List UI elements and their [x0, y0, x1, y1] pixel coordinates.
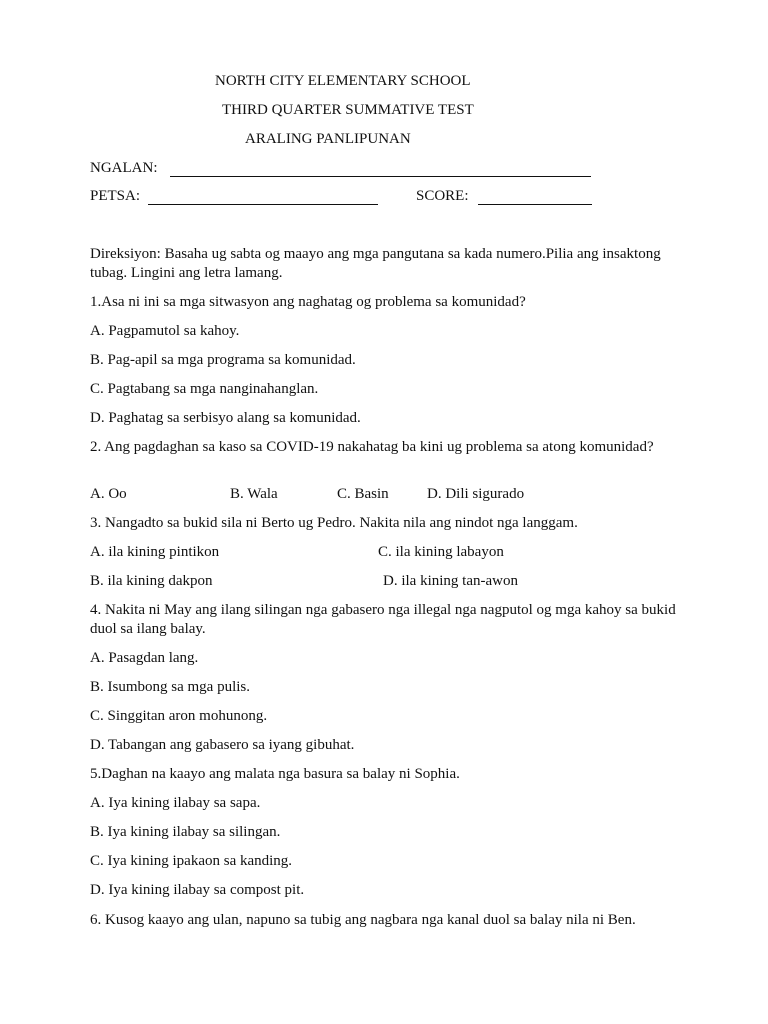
option-text: A. Pagpamutol sa kahoy. — [90, 323, 240, 339]
name-blank[interactable] — [170, 176, 591, 177]
score-label: SCORE: — [416, 188, 469, 204]
option-text: B. Iya kining ilabay sa silingan. — [90, 824, 281, 840]
option-text: C. Pagtabang sa mga nanginahanglan. — [90, 381, 319, 397]
option-text: C. Singgitan aron mohunong. — [90, 708, 268, 724]
question-2: 2. Ang pagdaghan sa kaso sa COVID-19 nakahatag ba kini ug problema sa atong komunidad? — [90, 439, 654, 455]
score-blank[interactable] — [478, 204, 592, 205]
option-text: D. ila kining tan-awon — [383, 573, 518, 589]
directions: Direksiyon: Basaha ug sabta og maayo ang mga pangutana sa kada numero.Pilia ang insaktong tubag. Lingini ang letra lamang. — [90, 246, 661, 281]
option-text: D. Paghatag sa serbisyo alang sa komunidad. — [90, 410, 361, 426]
question-5: 5.Daghan na kaayo ang malata nga basura sa balay ni Sophia. — [90, 766, 460, 782]
option-text: D. Iya kining ilabay sa compost pit. — [90, 882, 305, 898]
option-text: D. Dili sigurado — [427, 486, 525, 502]
option-text: A. Iya kining ilabay sa sapa. — [90, 795, 261, 811]
date-blank[interactable] — [148, 204, 378, 205]
question-3: 3. Nangadto sa bukid sila ni Berto ug Pedro. Nakita nila ang nindot nga langgam. — [90, 515, 578, 531]
option-text: C. Basin — [337, 486, 389, 502]
name-label: NGALAN: — [90, 160, 158, 176]
option-text: C. ila kining labayon — [378, 544, 504, 560]
option-text: D. Tabangan ang gabasero sa iyang gibuhat. — [90, 737, 355, 753]
question-4: 4. Nakita ni May ang ilang silingan nga gabasero nga illegal nga nagputol og mga kahoy sa bukid duol sa ilang balay. — [90, 602, 676, 637]
option-text: A. Oo — [90, 486, 127, 502]
option-text: B. Pag-apil sa mga programa sa komunidad. — [90, 352, 356, 368]
question-1: 1.Asa ni ini sa mga sitwasyon ang naghatag og problema sa komunidad? — [90, 294, 526, 310]
option-text: A. ila kining pintikon — [90, 544, 220, 560]
option-text: B. ila kining dakpon — [90, 573, 213, 589]
question-6: 6. Kusog kaayo ang ulan, napuno sa tubig ang nagbara nga kanal duol sa balay nila ni Ben. — [90, 912, 636, 928]
option-text: A. Pasagdan lang. — [90, 650, 199, 666]
subject-title: ARALING PANLIPUNAN — [245, 131, 411, 147]
option-text: B. Wala — [230, 486, 278, 502]
date-label: PETSA: — [90, 188, 141, 204]
school-name: NORTH CITY ELEMENTARY SCHOOL — [215, 73, 471, 89]
option-text: C. Iya kining ipakaon sa kanding. — [90, 853, 293, 869]
option-text: B. Isumbong sa mga pulis. — [90, 679, 250, 695]
test-title: THIRD QUARTER SUMMATIVE TEST — [222, 102, 474, 118]
